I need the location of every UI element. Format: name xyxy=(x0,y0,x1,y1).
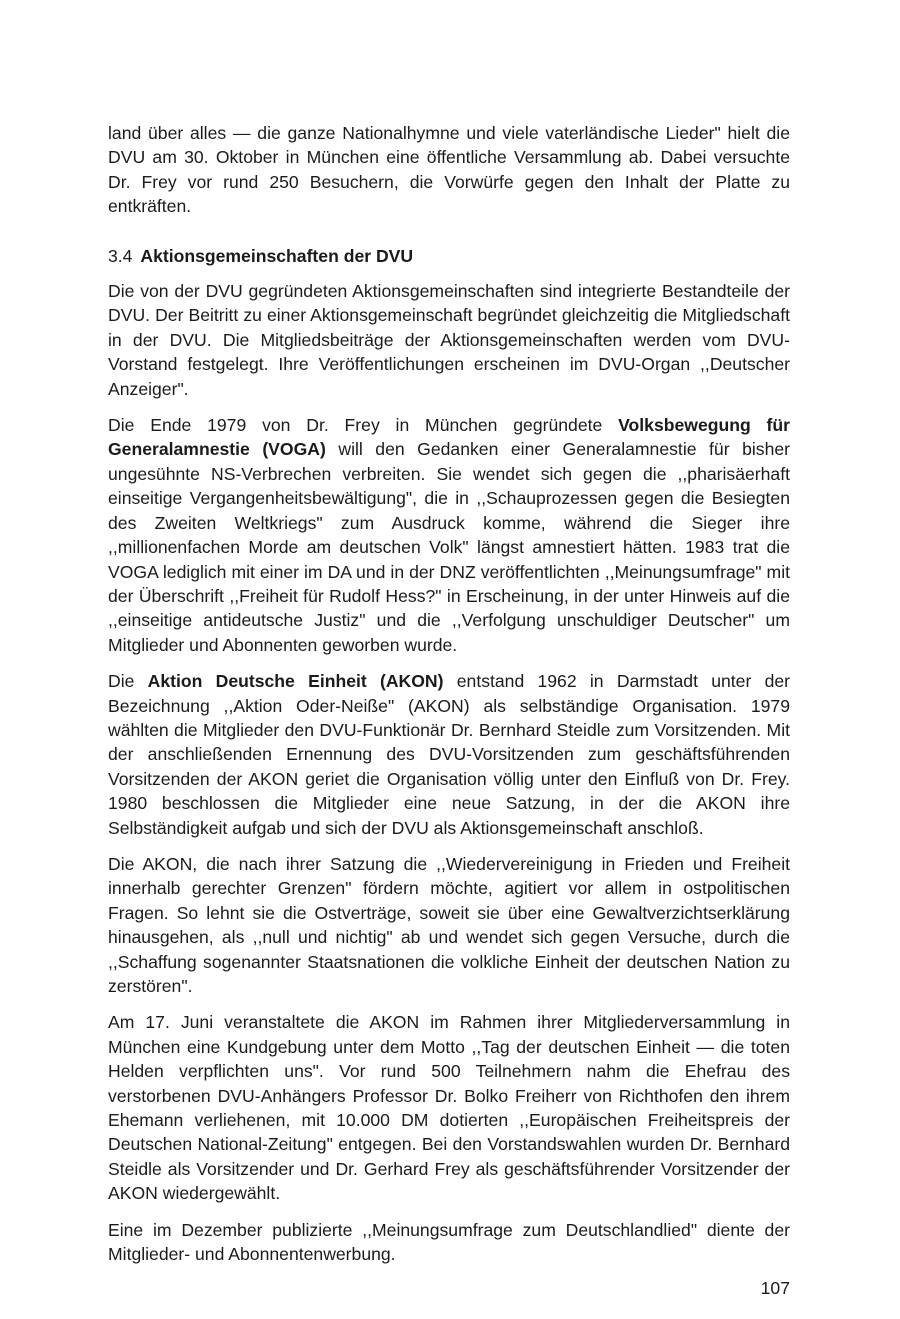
page-body xyxy=(108,121,790,1278)
paragraph-voga xyxy=(108,413,790,657)
section-title: Aktionsgemeinschaften der DVU xyxy=(140,245,414,266)
paragraph-meinungsumfrage: Eine im Dezember publizierte ,,Meinungsumfrage zum Deutschlandlied" diente der Mitglieder- und Abonnentenwerbung. xyxy=(108,1219,790,1265)
paragraph-akon-pre: Die xyxy=(108,671,148,692)
paragraph-17-juni: Am 17. Juni veranstaltete die AKON im Rahmen ihrer Mitgliederversammlung in München eine Kundgebung unter dem Motto ,,Tag der deutschen Einheit — die toten Helden verpflichten uns". Vor rund 500 Teilnehmern nahm die Ehefrau des verstorbenen DVU-Anhängers Professor Dr. Bolko Freiherr von Richthofen den ihrem Ehemann verliehenen, mit 10.000 DM dotierten ,,Europäischen Freiheitspreis der Deutschen National-Zeitung" entgegen. Bei den Vorstandswahlen wurden Dr. Bernhard Steidle als Vorsitzender und Dr. Gerhard Frey als geschäftsführender Vorsitzender der AKON wiedergewählt. xyxy=(108,1012,790,1204)
section-heading xyxy=(108,244,790,268)
term-akon: Aktion Deutsche Einheit (AKON) xyxy=(147,671,444,692)
paragraph-intro: land über alles — die ganze Nationalhymne und viele vaterländische Lieder" hielt die DVU am 30. Oktober in München eine öffentliche Versammlung ab. Dabei versuchte Dr. Frey vor rund 250 Besuchern, die Vorwürfe gegen den Inhalt der Platte zu entkräften. xyxy=(108,123,790,217)
paragraph-voga-pre: Die Ende 1979 von Dr. Frey in München gegründete xyxy=(108,415,619,436)
paragraph-aktionsgemeinschaften: Die von der DVU gegründeten Aktionsgemeinschaften sind integrierte Bestandteile der DVU. Der Beitritt zu einer Aktionsgemeinschaft begründet gleichzeitig die Mitgliedschaft in der DVU. Die Mitgliedsbeiträge der Aktionsgemeinschaften werden vom DVU-Vorstand festgelegt. Ihre Veröffentlichungen erscheinen im DVU-Organ ,,Deutscher Anzeiger". xyxy=(108,281,790,399)
paragraph-akon-satzung: Die AKON, die nach ihrer Satzung die ,,Wiedervereinigung in Frieden und Freiheit innerhalb gerechter Grenzen" fördern möchte, agitiert vor allem in ostpolitischen Fragen. So lehnt sie die Ostverträge, soweit sie über eine Gewaltverzichtserklärung hinausgehen, als ,,null und nichtig" ab und wendet sich gegen Versuche, durch die ,,Schaffung sogenannter Staatsnationen die volkliche Einheit der deutschen Nation zu zerstören". xyxy=(108,853,790,996)
section-number: 3.4 xyxy=(108,245,133,266)
paragraph-akon xyxy=(108,669,790,840)
paragraph-akon-post: entstand 1962 in Darmstadt unter der Bezeichnung ,,Aktion Oder-Neiße" (AKON) als selbständige Organisation. 1979 wählten die Mitglieder den DVU-Funktionär Dr. Bernhard Steidle zum Vorsitzenden. Mit der anschließenden Ernennung des DVU-Vorsitzenden zum geschäftsführenden Vorsitzenden der AKON geriet die Organisation völlig unter den Einfluß von Dr. Frey. 1980 beschlossen die Mitglieder eine neue Satzung, in der die AKON ihre Selbständigkeit aufgab und sich der DVU als Aktionsgemeinschaft anschloß. xyxy=(108,671,790,838)
page-number: 107 xyxy=(760,1278,790,1298)
term-voga: Volksbewegung für Generalamnestie (VOGA) xyxy=(108,415,790,460)
paragraph-voga-post: will den Gedanken einer Generalamnestie für bisher ungesühnte NS-Verbrechen verbreiten. Sie wendet sich gegen die ,,pharisäerhaft einseitige Vergangenheitsbewältigung", die in ,,Schauprozessen gegen die Besiegten des Zweiten Weltkriegs" zum Ausdruck komme, während die Sieger ihre ,,millionenfachen Morde am deutschen Volk" längst amnestiert hätten. 1983 trat die VOGA lediglich mit einer im DA und in der DNZ veröffentlichten ,,Meinungsumfrage" mit der Überschrift ,,Freiheit für Rudolf Hess?" in Erscheinung, in der unter Hinweis auf die ,,einseitige antideutsche Justiz" und die ,,Verfolgung unschuldiger Deutscher" um Mitglieder und Abonnenten geworben wurde. xyxy=(108,439,790,655)
